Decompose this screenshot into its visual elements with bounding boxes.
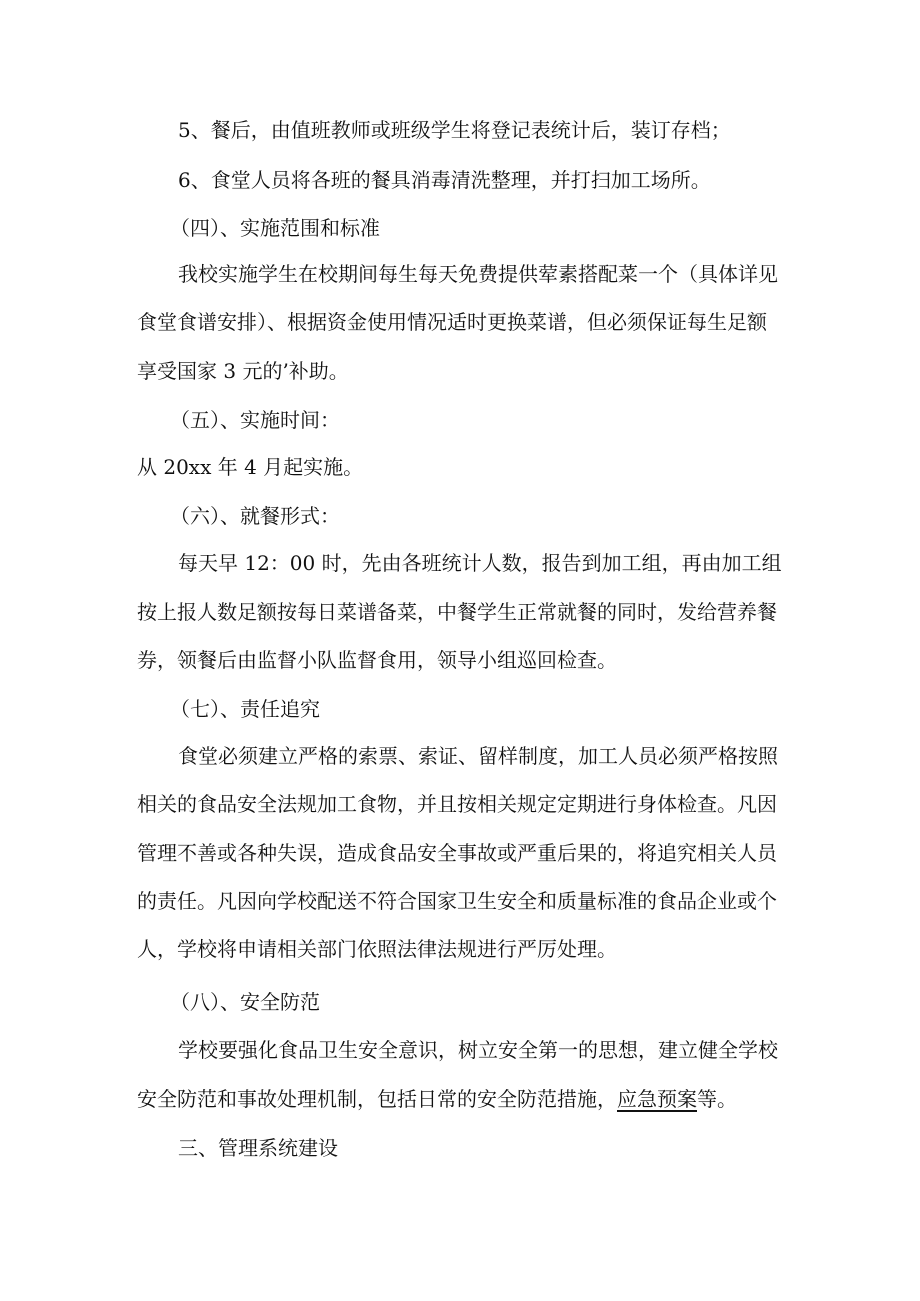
paragraph-line: 享受国家 3 元的’补助。: [137, 359, 349, 383]
paragraph-line: 食堂食谱安排）、根据资金使用情况适时更换菜谱，但必须保证每生足额: [137, 310, 767, 334]
paragraph-text: 等。: [697, 1087, 737, 1111]
paragraph-line: 人，学校将申请相关部门依照法律法规进行严厉处理。: [137, 937, 617, 961]
paragraph-line: 券，领餐后由监督小队监督食用，领导小组巡回检查。: [137, 648, 617, 672]
paragraph-line: 管理不善或各种失误，造成食品安全事故或严重后果的，将追究相关人员: [137, 841, 777, 865]
section-heading: （八）、安全防范: [170, 990, 320, 1014]
paragraph-line: 每天早 12：00 时，先由各班统计人数，报告到加工组，再由加工组: [178, 551, 782, 575]
chapter-heading: 三、管理系统建设: [178, 1136, 338, 1160]
paragraph-line: 的责任。凡因向学校配送不符合国家卫生安全和质量标准的食品企业或个: [137, 889, 777, 913]
paragraph-line: 相关的食品安全法规加工食物，并且按相关规定定期进行身体检查。凡因: [137, 792, 777, 816]
section-heading: （七）、责任追究: [170, 697, 320, 721]
paragraph-text: 安全防范和事故处理机制，包括日常的安全防范措施，: [137, 1087, 617, 1111]
emergency-plan-link[interactable]: 应急预案: [617, 1087, 697, 1111]
paragraph-line: 食堂必须建立严格的索票、索证、留样制度，加工人员必须严格按照: [178, 744, 778, 768]
paragraph-line: 从 20xx 年 4 月起实施。: [137, 455, 364, 479]
list-item: 6、食堂人员将各班的餐具消毒清洗整理，并打扫加工场所。: [178, 168, 711, 192]
section-heading: （四）、实施范围和标准: [170, 216, 380, 240]
section-heading: （五）、实施时间：: [170, 408, 340, 432]
section-heading: （六）、就餐形式：: [170, 504, 340, 528]
list-item: 5、餐后，由值班教师或班级学生将登记表统计后，装订存档；: [178, 118, 731, 142]
paragraph-line: 学校要强化食品卫生安全意识，树立安全第一的思想，建立健全学校: [178, 1038, 778, 1062]
paragraph-line: 我校实施学生在校期间每生每天免费提供荤素搭配菜一个（具体详见: [178, 262, 778, 286]
paragraph-line: [0, 1087, 920, 1111]
paragraph-line: 按上报人数足额按每日菜谱备菜，中餐学生正常就餐的同时，发给营养餐: [137, 600, 777, 624]
